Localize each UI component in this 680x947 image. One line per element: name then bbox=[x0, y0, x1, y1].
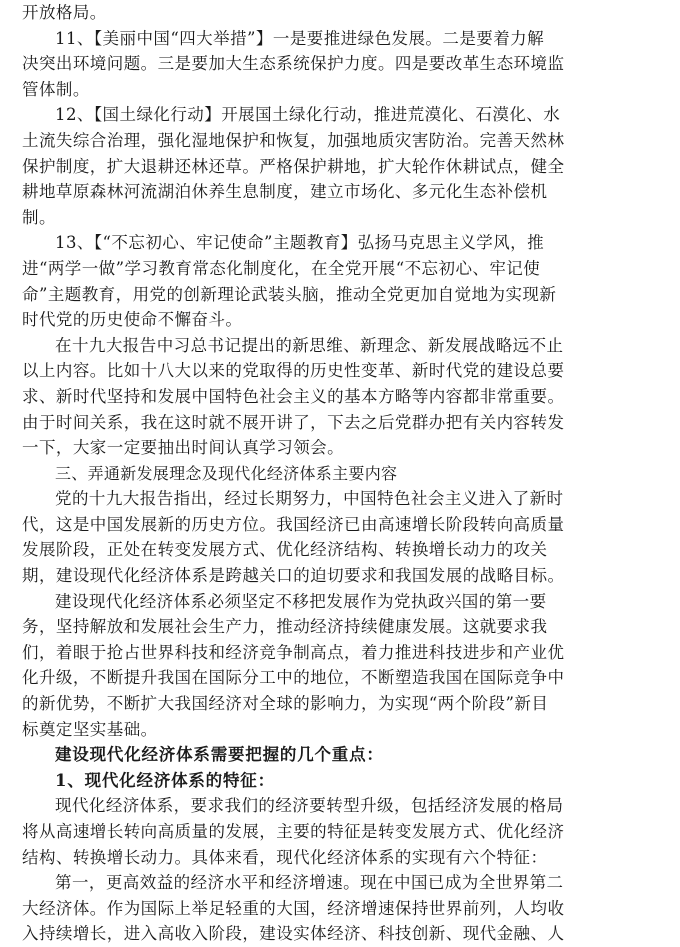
text-line: 建设现代化经济体系必须坚定不移把发展作为党执政兴国的第一要 bbox=[55, 591, 547, 611]
text-line: 11、【美丽中国“四大举措”】一是要推进绿色发展。二是要着力解 bbox=[55, 28, 545, 48]
text-line: 在十九大报告中习总书记提出的新思维、新理念、新发展战略远不止 bbox=[55, 335, 564, 355]
text-line: 13、【“不忘初心、牢记使命”主题教育】弘扬马克思主义学风，推 bbox=[55, 233, 545, 253]
section-heading: 三、弄通新发展理念及现代化经济体系主要内容 bbox=[55, 463, 398, 483]
text-line: 务，坚持解放和发展社会生产力，推动经济持续健康发展。这就要求我 bbox=[22, 617, 548, 637]
text-line: 制。 bbox=[22, 207, 56, 227]
text-line: 一下，大家一定要抽出时间认真学习领会。 bbox=[22, 438, 345, 458]
text-line: 时代党的历史使命不懈奋斗。 bbox=[22, 310, 243, 330]
text-line: 以上内容。比如十八大以来的党取得的历史性变革、新时代党的建设总要 bbox=[22, 361, 565, 381]
text-line: 标奠定坚实基础。 bbox=[22, 719, 158, 739]
text-line: 结构、转换增长动力。具体来看，现代化经济体系的实现有六个特征： bbox=[22, 847, 548, 867]
text-line: 保护制度，扩大退耕还林还草。严格保护耕地，扩大轮作休耕试点，健全 bbox=[22, 156, 565, 176]
text-line: 入持续增长，进入高收入阶段，建设实体经济、科技创新、现代金融、人 bbox=[22, 924, 565, 944]
text-line: 化升级，不断提升我国在国际分工中的地位，不断塑造我国在国际竞争中 bbox=[22, 668, 565, 688]
document-page bbox=[22, 0, 662, 947]
text-line: 由于时间关系，我在这时就不展开讲了，下去之后党群办把有关内容转发 bbox=[22, 412, 565, 432]
text-line: 开放格局。 bbox=[22, 3, 107, 22]
text-line: 进“两学一做”学习教育常态化制度化，在全党开展“不忘初心、牢记使 bbox=[22, 258, 541, 278]
subheading: 1、现代化经济体系的特征： bbox=[55, 770, 275, 790]
text-line: 土流失综合治理，强化湿地保护和恢复，加强地质灾害防治。完善天然林 bbox=[22, 130, 565, 150]
text-line: 党的十九大报告指出，经过长期努力，中国特色社会主义进入了新时 bbox=[55, 489, 564, 509]
text-line: 的新优势，不断扩大我国经济对全球的影响力，为实现“两个阶段”新目 bbox=[22, 694, 549, 714]
text-line: 决突出环境问题。三是要加大生态系统保护力度。四是要改革生态环境监 bbox=[22, 54, 565, 74]
text-line: 们，着眼于抢占世界科技和经济竞争制高点，着力推进科技进步和产业优 bbox=[22, 642, 565, 662]
text-line: 第一，更高效益的经济水平和经济增速。现在中国已成为全世界第二 bbox=[55, 873, 564, 893]
text-line: 期，建设现代化经济体系是跨越关口的迫切要求和我国发展的战略目标。 bbox=[22, 566, 565, 586]
text-line: 现代化经济体系，要求我们的经济要转型升级，包括经济发展的格局 bbox=[55, 796, 564, 816]
text-line: 管体制。 bbox=[22, 79, 90, 99]
subheading: 建设现代化经济体系需要把握的几个重点： bbox=[55, 745, 384, 765]
text-line: 耕地草原森林河流湖泊休养生息制度，建立市场化、多元化生态补偿机 bbox=[22, 182, 548, 202]
text-line: 求、新时代坚持和发展中国特色社会主义的基本方略等内容都非常重要。 bbox=[22, 386, 565, 406]
text-line: 12、【国土绿化行动】开展国土绿化行动，推进荒漠化、石漠化、水 bbox=[55, 105, 561, 125]
text-line: 将从高速增长转向高质量的发展，主要的特征是转变发展方式、优化经济 bbox=[22, 822, 565, 841]
text-line: 大经济体。作为国际上举足轻重的大国，经济增速保持世界前列，人均收 bbox=[22, 898, 565, 918]
text-line: 命”主题教育，用党的创新理论武装头脑，推动全党更加自觉地为实现新 bbox=[22, 284, 557, 304]
text-line: 代，这是中国发展新的历史方位。我国经济已由高速增长阶段转向高质量 bbox=[22, 514, 565, 534]
text-line: 发展阶段，正处在转变发展方式、优化经济结构、转换增长动力的攻关 bbox=[22, 540, 548, 560]
